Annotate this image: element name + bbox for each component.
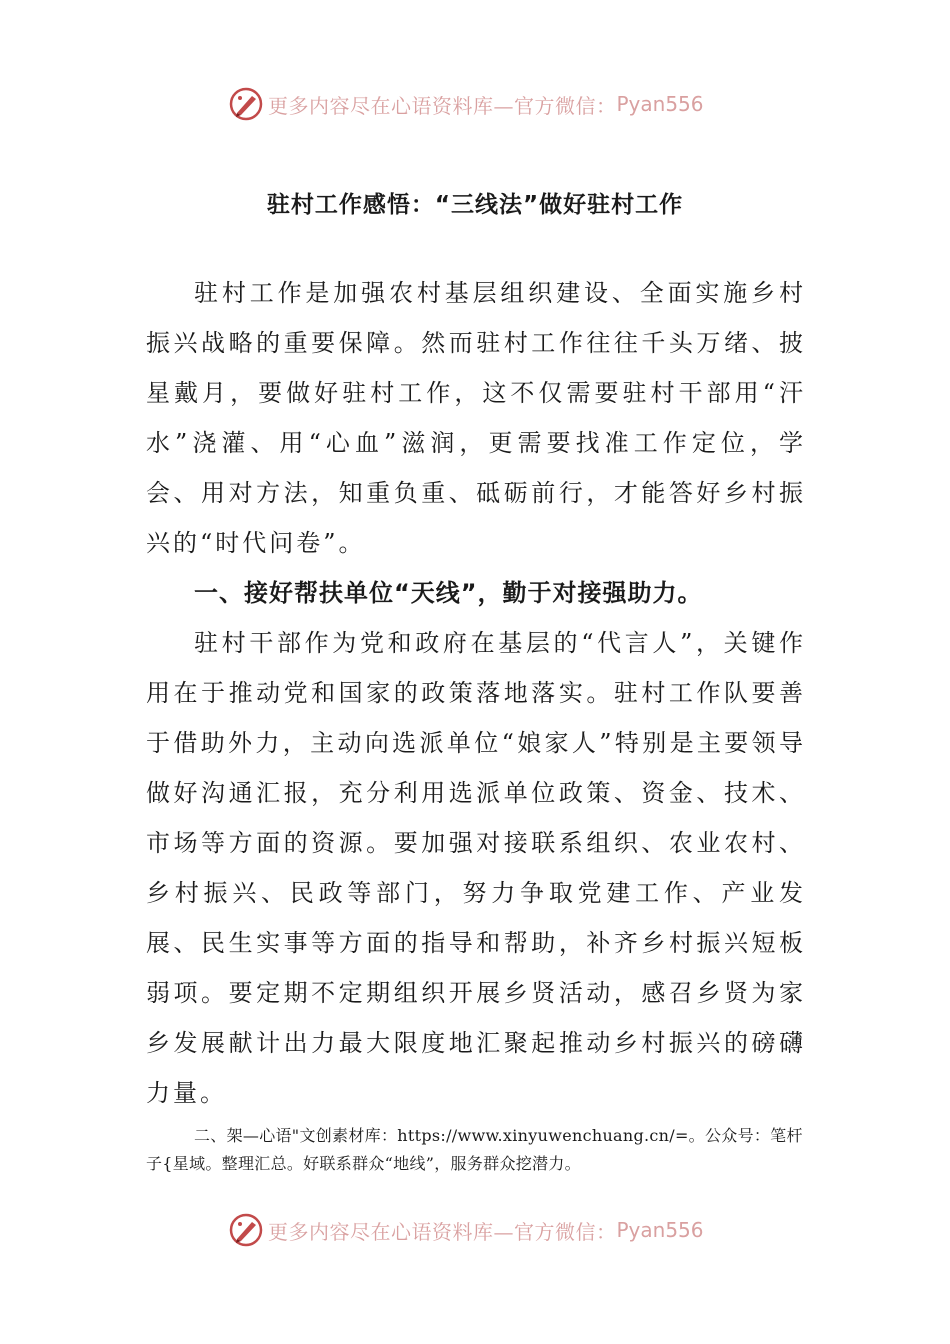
watermark-banner-top [228,84,748,124]
watermark-text: 更多内容尽在心语资料库—官方微信： [268,1219,617,1244]
intro-paragraph: 驻村工作是加强农村基层组织建设、全面实施乡村振兴战略的重要保障。然而驻村工作往往千头万绪、披星戴月，要做好驻村工作，这不仅需要驻村干部用“汗水”浇灌、用“心血”滋润，更需要找准工作定位，学会、用对方法，知重负重、砥砺前行，才能答好乡村振兴的“时代问卷”。 [146,279,806,557]
document-body [146,268,806,1178]
watermark-wechat-id: Pyan556 [616,92,704,116]
document-title: 驻村工作感悟：“三线法”做好驻村工作 [266,192,684,218]
section-1-paragraph: 驻村干部作为党和政府在基层的“代言人”，关键作用在于推动党和国家的政策落地落实。驻村工作队要善于借助外力，主动向选派单位“娘家人”特别是主要领导做好沟通汇报，充分利用选派单位政策、资金、技术、市场等方面的资源。要加强对接联系组织、农业农村、乡村振兴、民政等部门，努力争取党建工作、产业发展、民生实事等方面的指导和帮助，补齐乡村振兴短板弱项。要定期不定期组织开展乡贤活动，感召乡贤为家乡发展献计出力最大限度地汇聚起推动乡村振兴的磅礴力量。 [146,629,806,1107]
watermark-text: 更多内容尽在心语资料库—官方微信： [268,93,617,118]
watermark-wechat-id: Pyan556 [616,1218,704,1242]
inserted-note-paragraph: 二、架—心语"文创素材库：https://www.xinyuwenchuang.cn/=。公众号：笔杆子{星域。整理汇总。好联系群众“地线”，服务群众挖潜力。 [146,1126,803,1173]
pen-nib-logo-icon [228,1212,264,1248]
section-1-heading: 一、接好帮扶单位“天线”，勤于对接强助力。 [194,579,703,607]
watermark-banner-bottom [228,1210,748,1250]
pen-nib-logo-icon [228,86,264,122]
